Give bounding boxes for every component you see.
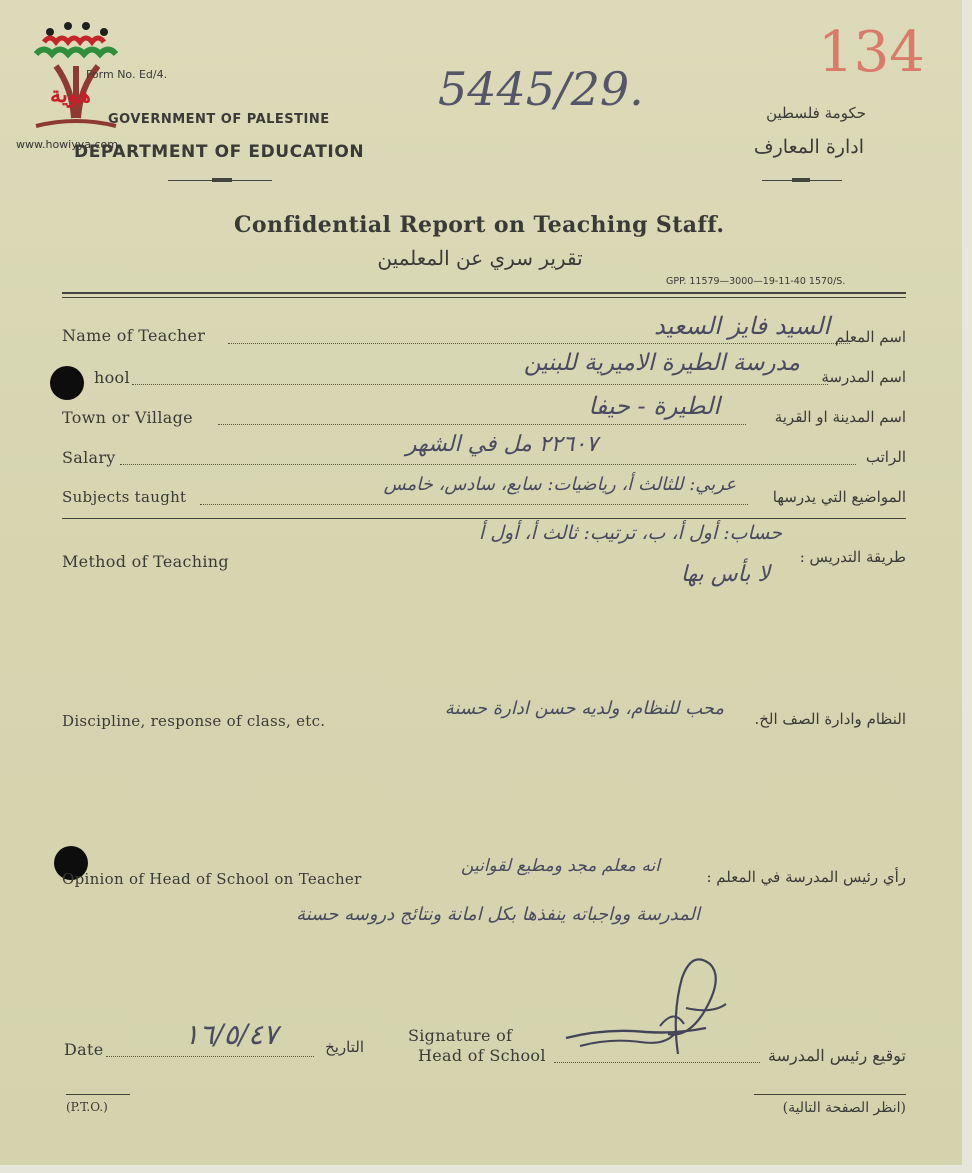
- report-title-ar: تقرير سري عن المعلمين: [377, 246, 583, 270]
- subjects-value-1: عربي: للثالث أ، رياضيات: سابع، سادس، خامس: [383, 474, 736, 495]
- scan-border-right: [962, 0, 972, 1173]
- name-label-ar: اسم المعلم: [834, 328, 906, 346]
- subjects-dots: [200, 504, 748, 505]
- watermark-site: www.howiyya.com: [16, 138, 118, 151]
- file-number: 5445/29.: [438, 62, 644, 116]
- print-code: GPP. 11579—3000—19-11-40 1570/S.: [666, 276, 846, 287]
- name-dots: [228, 343, 850, 344]
- town-label-ar: اسم المدينة او القرية: [774, 408, 906, 426]
- watermark-brand: هوية: [50, 82, 91, 108]
- gov-title-ar: حكومة فلسطين: [766, 104, 866, 122]
- town-value: الطيرة - حيفا: [588, 392, 720, 420]
- gov-title-en: GOVERNMENT OF PALESTINE: [108, 112, 330, 127]
- opinion-label-en: Opinion of Head of School on Teacher: [62, 870, 362, 888]
- footer-rule-right: [754, 1094, 906, 1095]
- school-value: مدرسة الطيرة الاميرية للبنين: [523, 350, 800, 376]
- subjects-value-2: حساب: أول أ، ب، ترتيب: ثالث أ، أول أ: [478, 522, 782, 544]
- salary-label-ar: الراتب: [865, 448, 906, 466]
- opinion-label-ar: رأي رئيس المدرسة في المعلم :: [706, 868, 906, 886]
- report-title-en: Confidential Report on Teaching Staff.: [234, 212, 725, 238]
- discipline-label-en: Discipline, response of class, etc.: [62, 712, 326, 730]
- head-signature-mark: [560, 950, 740, 1066]
- header-rule-left-mark: [212, 178, 232, 182]
- salary-value: ٢٢٦٠٧ مل في الشهر: [405, 432, 598, 457]
- opinion-value-2: المدرسة وواجباته ينفذها بكل امانة ونتائج دروسه حسنة: [296, 904, 700, 925]
- opinion-value-1: انه معلم مجد ومطيع لقوانين: [461, 856, 660, 876]
- school-label-ar: اسم المدرسة: [821, 368, 906, 386]
- scan-border-bottom: [0, 1165, 972, 1173]
- school-label-en: hool: [94, 368, 130, 387]
- date-dots: [106, 1056, 314, 1057]
- discipline-value: محب للنظام، ولديه حسن ادارة حسنة: [444, 698, 724, 719]
- form-number: Form No. Ed/4.: [86, 68, 168, 81]
- subjects-label-en: Subjects taught: [62, 488, 187, 506]
- name-label-en: Name of Teacher: [62, 326, 206, 345]
- signature-label-ar: توقيع رئيس المدرسة: [768, 1046, 906, 1065]
- pto-en: (P.T.O.): [66, 1100, 108, 1114]
- name-value: السيد فايز السعيد: [653, 312, 830, 340]
- punch-hole-top: [50, 366, 84, 400]
- page-number: 134: [818, 20, 925, 85]
- salary-dots: [120, 464, 856, 465]
- town-dots: [218, 424, 746, 425]
- town-label-en: Town or Village: [62, 408, 193, 427]
- signature-label-en-2: Head of School: [418, 1046, 546, 1065]
- method-value: لا بأس بها: [680, 562, 770, 587]
- discipline-label-ar: النظام وادارة الصف الخ.: [754, 710, 906, 728]
- salary-label-en: Salary: [62, 448, 116, 467]
- date-label-ar: التاريخ: [325, 1038, 364, 1056]
- method-label-en: Method of Teaching: [62, 552, 229, 571]
- subjects-label-ar: المواضيع التي يدرسها: [772, 488, 906, 506]
- title-rule-thick: [62, 292, 906, 294]
- subjects-rule: [62, 518, 906, 519]
- date-value: ١٦/٥/٤٧: [184, 1018, 279, 1051]
- dept-title-en: DEPARTMENT OF EDUCATION: [74, 142, 365, 162]
- dept-title-ar: ادارة المعارف: [753, 136, 864, 158]
- footer-rule-left: [66, 1094, 130, 1095]
- title-rule-thin: [62, 297, 906, 298]
- pto-ar: (انظر الصفحة التالية): [782, 1100, 906, 1116]
- header-rule-right-mark: [792, 178, 810, 182]
- date-label-en: Date: [64, 1040, 104, 1059]
- signature-label-en-1: Signature of: [408, 1026, 513, 1045]
- method-label-ar: طريقة التدريس :: [799, 548, 906, 566]
- school-dots: [132, 384, 828, 385]
